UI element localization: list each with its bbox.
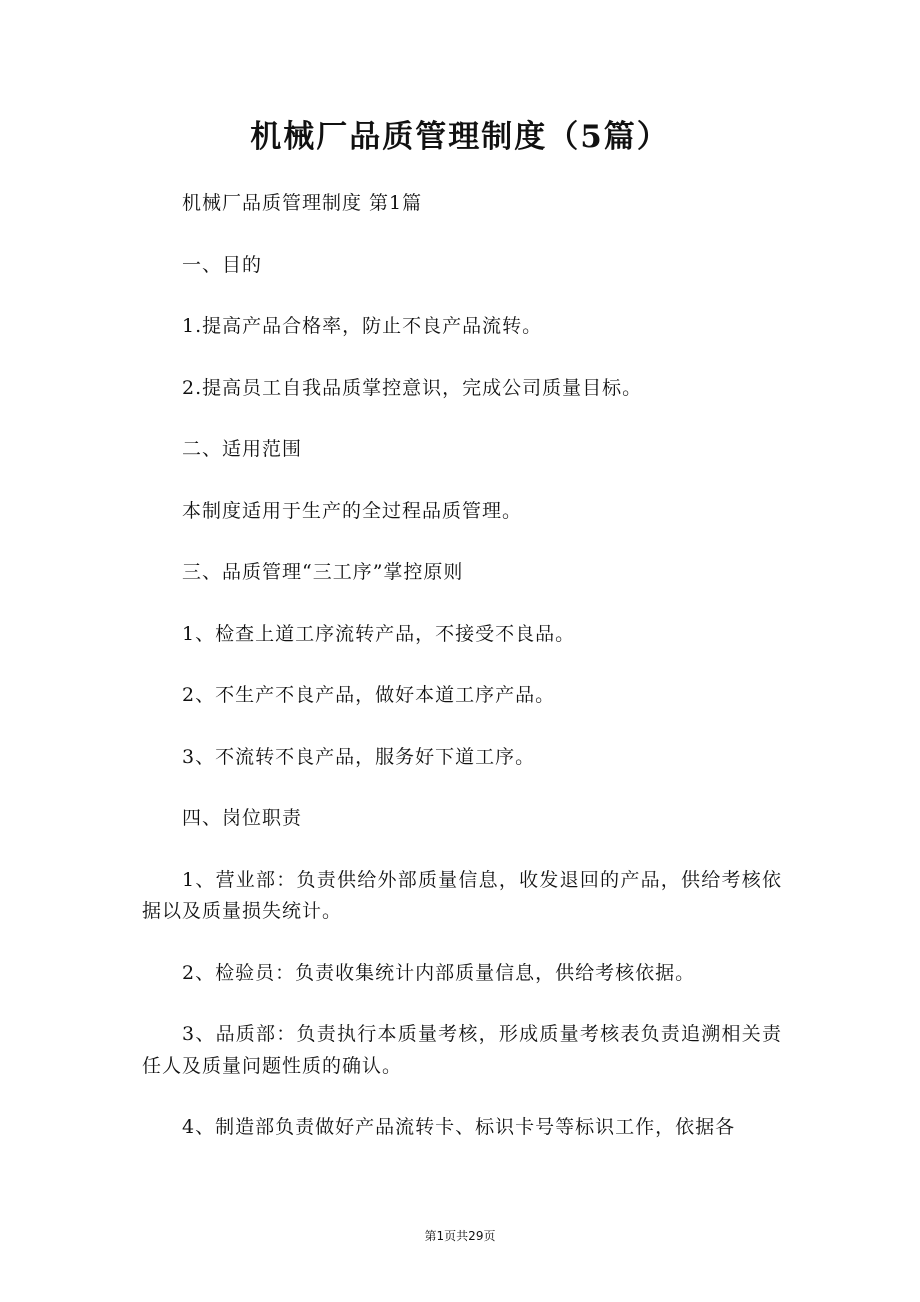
paragraph: 1、检查上道工序流转产品，不接受不良品。 [182, 622, 576, 645]
paragraph: 本制度适用于生产的全过程品质管理。 [182, 499, 523, 522]
section-heading: 二、适用范围 [182, 438, 303, 460]
paragraph: 1.提高产品合格率，防止不良产品流转。 [182, 315, 543, 337]
section-heading: 三、品质管理“三工序”掌控原则 [182, 561, 464, 583]
paragraph: 2.提高员工自我品质掌控意识，完成公司质量目标。 [182, 376, 643, 399]
page-title: 机械厂品质管理制度（5篇） [250, 119, 670, 155]
paragraph: 2、不生产不良产品，做好本道工序产品。 [182, 684, 556, 706]
paragraph: 机械厂品质管理制度 第1篇 [182, 192, 423, 214]
paragraph: 2、检验员：负责收集统计内部质量信息，供给考核依据。 [182, 961, 696, 984]
paragraph: 3、品质部：负责执行本质量考核，形成质量考核表负责追溯相关责任人及质量问题性质的确认。 [142, 1023, 782, 1077]
page-number-footer: 第1页共29页 [424, 1229, 496, 1243]
paragraph: 1、营业部：负责供给外部质量信息，收发退回的产品，供给考核依据以及质量损失统计。 [142, 868, 782, 922]
document-body [142, 188, 782, 1174]
paragraph: 4、制造部负责做好产品流转卡、标识卡号等标识工作，依据各 [182, 1116, 736, 1138]
section-heading: 一、目的 [182, 253, 263, 276]
section-heading: 四、岗位职责 [182, 807, 303, 829]
paragraph: 3、不流转不良产品，服务好下道工序。 [182, 745, 536, 768]
